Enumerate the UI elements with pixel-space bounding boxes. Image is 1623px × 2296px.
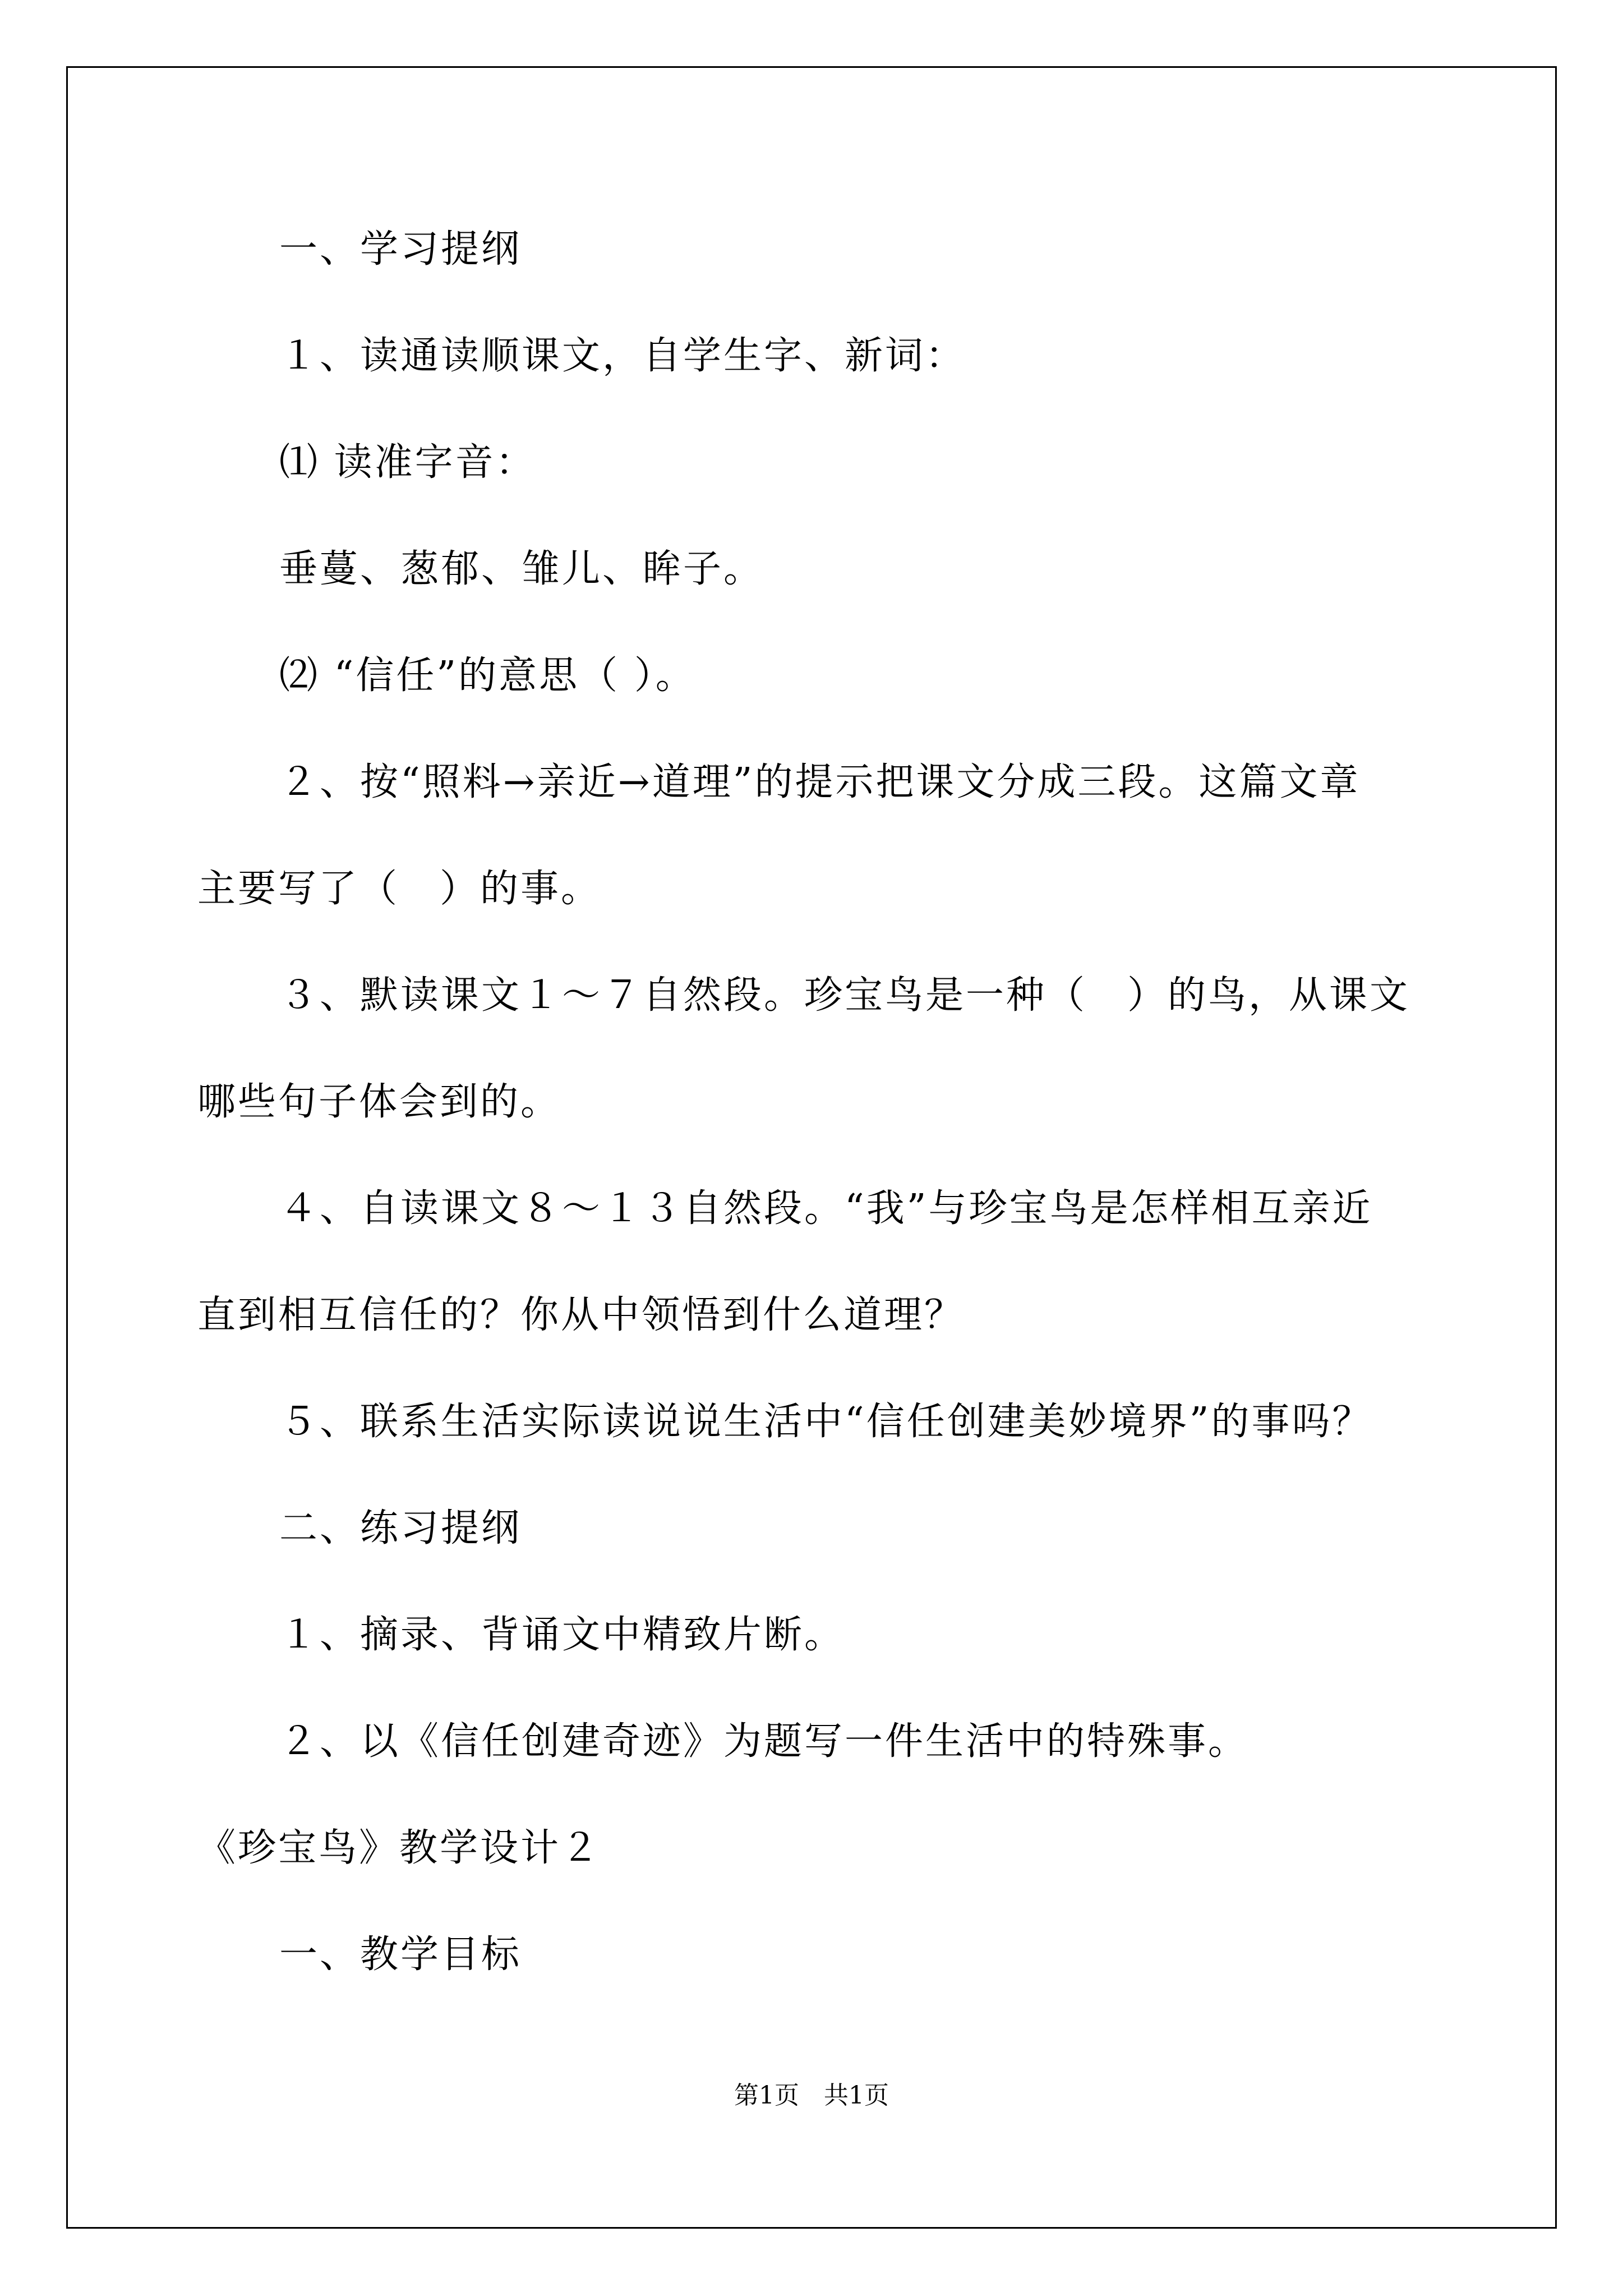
paragraph-words: 垂蔓、葱郁、雏儿、眸子。 [279, 547, 764, 591]
paragraph-item-4: ４、自读课文８～１３自然段。“我”与珍宝鸟是怎样相互亲近 [279, 1186, 1373, 1231]
paragraph-item-2-cont: 主要写了（ ）的事。 [197, 867, 602, 911]
paragraph-item-3: ３、默读课文１～７自然段。珍宝鸟是一种（ ）的鸟，从课文 [279, 973, 1410, 1018]
paragraph-item-4-cont: 直到相互信任的？你从中领悟到什么道理？ [197, 1293, 965, 1337]
heading-practice-outline: 二、练习提纲 [279, 1506, 522, 1550]
section-title-design-2: 《珍宝鸟》教学设计２ [197, 1826, 602, 1870]
paragraph-practice-1: １、摘录、背诵文中精致片断。 [279, 1613, 845, 1657]
paragraph-item-5: ５、联系生活实际读说说生活中“信任创建美妙境界”的事吗？ [279, 1400, 1373, 1444]
heading-teaching-goals: 一、教学目标 [279, 1932, 522, 1977]
paragraph-item-3-cont: 哪些句子体会到的。 [197, 1080, 561, 1124]
page-footer: 第1页 共1页 [734, 2081, 889, 2110]
heading-study-outline: 一、学习提纲 [279, 227, 522, 272]
paragraph-item-2: ２、按“照料→亲近→道理”的提示把课文分成三段。这篇文章 [279, 760, 1361, 804]
page-border [66, 66, 1557, 2229]
paragraph-sub-2: ⑵ “信任”的意思（ ）。 [279, 654, 696, 698]
paragraph-item-1: １、读通读顺课文，自学生字、新词： [279, 334, 966, 378]
paragraph-sub-1: ⑴ 读准字音： [279, 440, 536, 485]
paragraph-practice-2: ２、以《信任创建奇迹》为题写一件生活中的特殊事。 [279, 1719, 1249, 1764]
